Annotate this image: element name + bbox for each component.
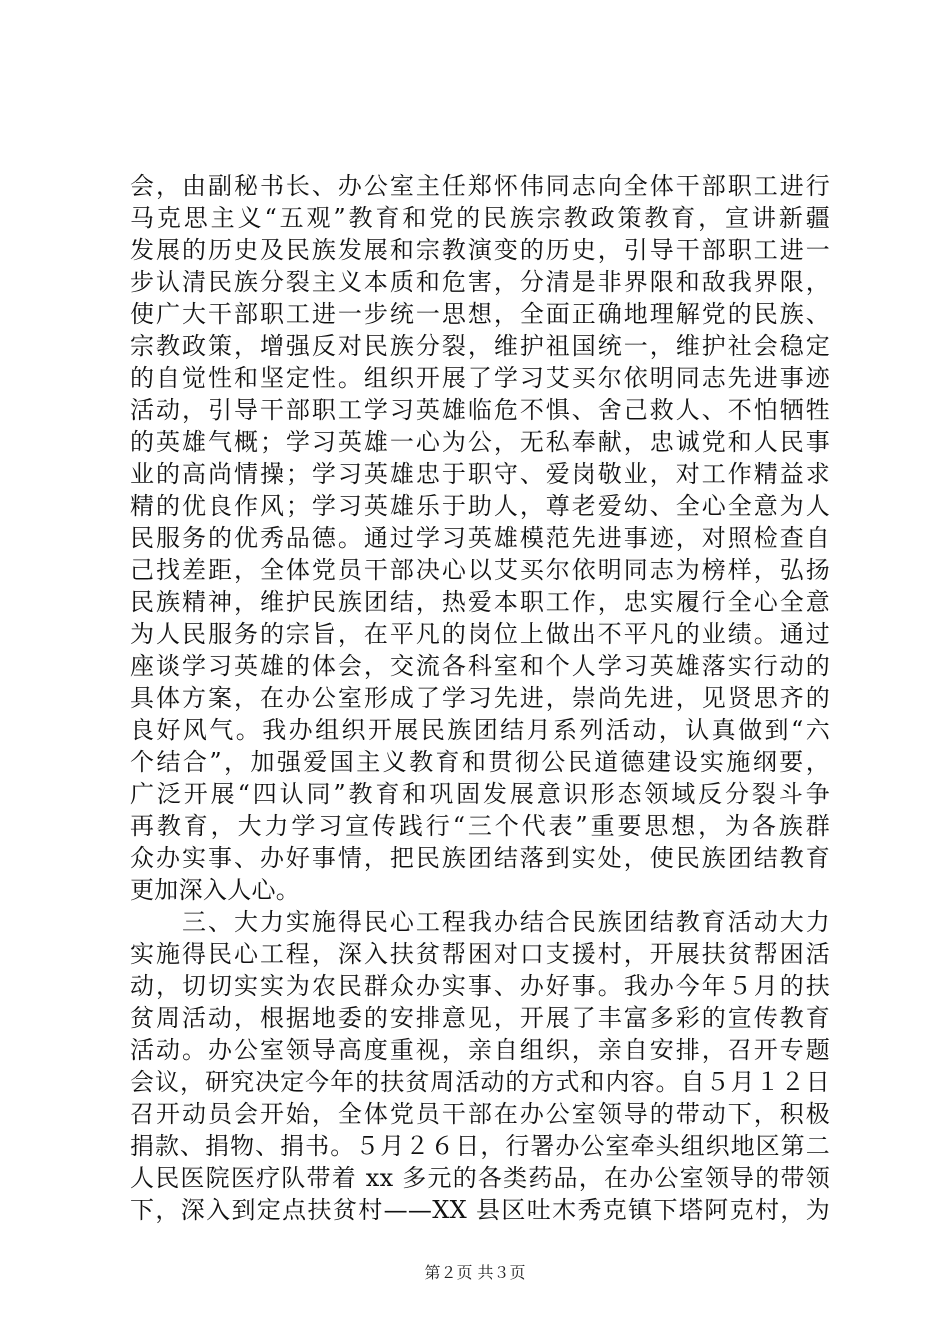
- text-line: 步认清民族分裂主义本质和危害，分清是非界限和敌我界限，: [130, 268, 830, 296]
- text-line: 的自觉性和坚定性。组织开展了学习艾买尔依明同志先进事迹: [130, 364, 830, 392]
- text-line: 业的高尚情操；学习英雄忠于职守、爱岗敬业，对工作精益求: [130, 460, 830, 488]
- text-line: 民服务的优秀品德。通过学习英雄模范先进事迹，对照检查自: [130, 524, 830, 552]
- text-line: 具体方案，在办公室形成了学习先进，崇尚先进，见贤思齐的: [130, 684, 830, 712]
- text-line: 座谈学习英雄的体会，交流各科室和个人学习英雄落实行动的: [130, 652, 830, 680]
- text-line: 人民医院医疗队带着 xx 多元的各类药品，在办公室领导的带领: [130, 1164, 830, 1192]
- text-line: 为人民服务的宗旨，在平凡的岗位上做出不平凡的业绩。通过: [130, 620, 830, 648]
- paragraph-end-line: 更加深入人心。: [130, 876, 301, 904]
- text-line: 实施得民心工程，深入扶贫帮困对口支援村，开展扶贫帮困活: [130, 940, 830, 968]
- text-line: 马克思主义“五观”教育和党的民族宗教政策教育，宣讲新疆: [130, 204, 830, 232]
- section-heading-line: 三、大力实施得民心工程我办结合民族团结教育活动大力: [130, 908, 830, 936]
- text-line: 良好风气。我办组织开展民族团结月系列活动，认真做到“六: [130, 716, 830, 744]
- text-line: 个结合”，加强爱国主义教育和贯彻公民道德建设实施纲要，: [130, 748, 830, 776]
- text-line: 会议，研究决定今年的扶贫周活动的方式和内容。自５月１２日: [130, 1068, 830, 1096]
- text-line: 精的优良作风；学习英雄乐于助人，尊老爱幼、全心全意为人: [130, 492, 830, 520]
- text-line: 下，深入到定点扶贫村——XX 县区吐木秀克镇下塔阿克村，为: [130, 1196, 830, 1224]
- text-line: 再教育，大力学习宣传践行“三个代表”重要思想，为各族群: [130, 812, 830, 840]
- text-line: 发展的历史及民族发展和宗教演变的历史，引导干部职工进一: [130, 236, 830, 264]
- text-line: 的英雄气概；学习英雄一心为公，无私奉献，忠诚党和人民事: [130, 428, 830, 456]
- page-footer: 第２页 共３页: [424, 1263, 526, 1282]
- text-line: 民族精神，维护民族团结，热爱本职工作，忠实履行全心全意: [130, 588, 830, 616]
- text-line: 活动，引导干部职工学习英雄临危不惧、舍己救人、不怕牺牲: [130, 396, 830, 424]
- text-line: 召开动员会开始，全体党员干部在办公室领导的带动下，积极: [130, 1100, 830, 1128]
- text-line: 动，切切实实为农民群众办实事、办好事。我办今年５月的扶: [130, 972, 830, 1000]
- body-text: [130, 170, 830, 1226]
- text-line: 捐款、捐物、捐书。５月２６日，行署办公室牵头组织地区第二: [130, 1132, 830, 1160]
- text-line: 宗教政策，增强反对民族分裂，维护祖国统一，维护社会稳定: [130, 332, 830, 360]
- text-line: 广泛开展“四认同”教育和巩固发展意识形态领域反分裂斗争: [130, 780, 830, 808]
- text-line: 使广大干部职工进一步统一思想，全面正确地理解党的民族、: [130, 300, 830, 328]
- text-line: 活动。办公室领导高度重视，亲自组织，亲自安排，召开专题: [130, 1036, 830, 1064]
- text-line: 众办实事、办好事情，把民族团结落到实处，使民族团结教育: [130, 844, 830, 872]
- text-line: 己找差距，全体党员干部决心以艾买尔依明同志为榜样，弘扬: [130, 556, 830, 584]
- text-line: 贫周活动，根据地委的安排意见，开展了丰富多彩的宣传教育: [130, 1004, 830, 1032]
- text-line: 会，由副秘书长、办公室主任郑怀伟同志向全体干部职工进行: [130, 172, 830, 200]
